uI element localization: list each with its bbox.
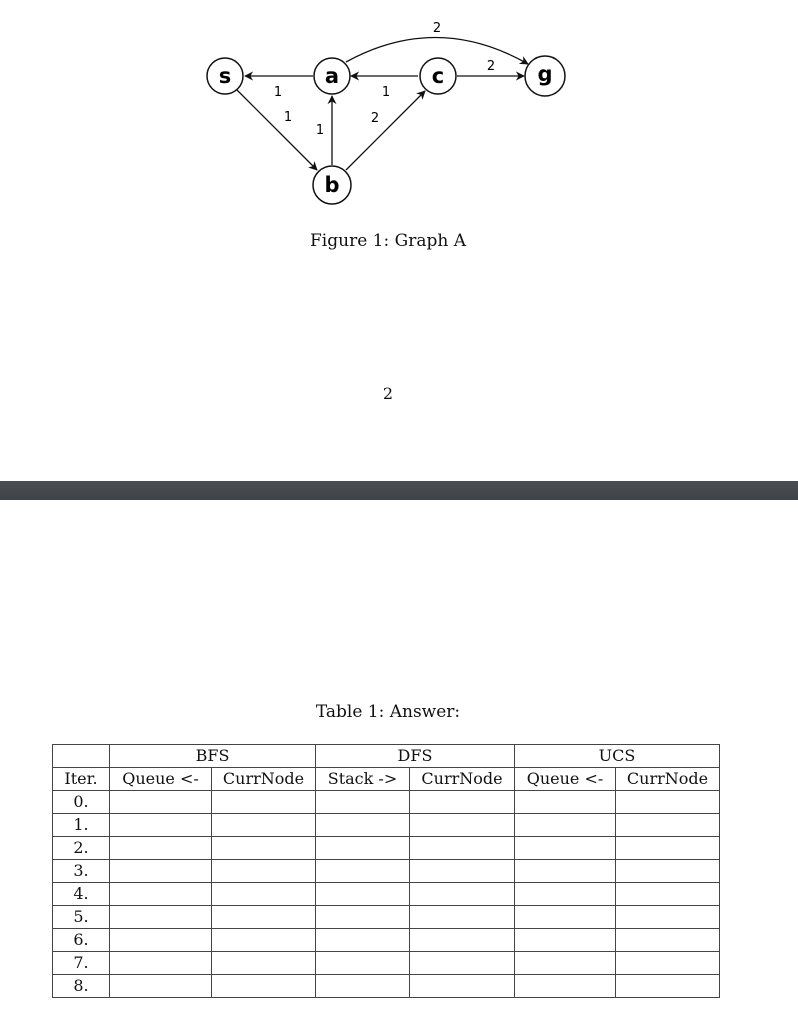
node-s-label: s (218, 64, 232, 88)
node-b-label: b (324, 173, 340, 197)
column-header-bfs-currnode: CurrNode (212, 768, 316, 791)
answer-cell (212, 929, 316, 952)
group-header-dfs: DFS (316, 745, 515, 768)
answer-cell (110, 975, 212, 998)
table-column-header-row (53, 768, 720, 791)
figure-caption: Figure 1: Graph A (310, 231, 466, 251)
answer-cell (212, 791, 316, 814)
page-divider (0, 481, 798, 500)
column-header-ucs-currnode: CurrNode (616, 768, 720, 791)
group-header-bfs: BFS (110, 745, 316, 768)
answer-cell (616, 791, 720, 814)
answer-cell (316, 975, 410, 998)
answer-cell (212, 952, 316, 975)
edge-weight-c-a: 1 (381, 85, 391, 100)
answer-cell (110, 860, 212, 883)
node-c (420, 58, 456, 94)
answer-cell (410, 952, 515, 975)
table-row (53, 791, 720, 814)
graph-a-diagram (0, 0, 798, 230)
node-b (313, 166, 351, 204)
column-header-dfs-currnode: CurrNode (410, 768, 515, 791)
answer-cell (515, 791, 616, 814)
table-body (53, 791, 720, 998)
answer-cell (110, 906, 212, 929)
answer-cell (515, 837, 616, 860)
answer-cell (515, 929, 616, 952)
edge-weight-a-g: 2 (432, 21, 442, 36)
answer-cell (410, 791, 515, 814)
edge-s-b (237, 90, 317, 170)
node-g-label: g (537, 62, 553, 86)
answer-cell (110, 837, 212, 860)
table-corner-cell (53, 745, 110, 768)
answer-cell (410, 906, 515, 929)
node-g (525, 56, 565, 96)
answer-cell (515, 906, 616, 929)
node-a-label: a (324, 64, 340, 88)
answer-cell (616, 952, 720, 975)
answer-cell (410, 883, 515, 906)
answer-cell (616, 883, 720, 906)
edge-b-c (346, 91, 425, 170)
answer-cell (515, 883, 616, 906)
answer-cell (616, 975, 720, 998)
iter-label: 1. (53, 814, 110, 837)
answer-cell (316, 837, 410, 860)
answer-cell (316, 860, 410, 883)
iter-label: 0. (53, 791, 110, 814)
table-row (53, 814, 720, 837)
group-header-ucs: UCS (515, 745, 720, 768)
edge-weight-b-c: 2 (370, 111, 380, 126)
answer-cell (212, 837, 316, 860)
iter-label: 5. (53, 906, 110, 929)
answer-cell (616, 837, 720, 860)
iter-label: 4. (53, 883, 110, 906)
table-row (53, 975, 720, 998)
table-row (53, 837, 720, 860)
edge-weight-c-g: 2 (486, 59, 496, 74)
answer-cell (616, 860, 720, 883)
answer-cell (410, 860, 515, 883)
answer-cell (316, 906, 410, 929)
answer-cell (515, 952, 616, 975)
answer-cell (212, 814, 316, 837)
page-number: 2 (382, 384, 394, 403)
answer-cell (316, 952, 410, 975)
answer-cell (616, 906, 720, 929)
edge-weight-a-s: 1 (273, 85, 283, 100)
answer-cell (515, 860, 616, 883)
table-group-header-row (53, 745, 720, 768)
answer-cell (212, 883, 316, 906)
column-header-ucs-queue: Queue <- (515, 768, 616, 791)
answer-cell (212, 860, 316, 883)
answer-table (52, 744, 720, 998)
answer-cell (110, 883, 212, 906)
edge-weight-s-b: 1 (283, 110, 293, 125)
answer-cell (616, 814, 720, 837)
iter-label: 6. (53, 929, 110, 952)
answer-cell (515, 814, 616, 837)
edge-weight-b-a: 1 (315, 123, 325, 138)
table-caption: Table 1: Answer: (315, 702, 461, 722)
node-a (314, 58, 350, 94)
answer-cell (410, 929, 515, 952)
answer-cell (316, 883, 410, 906)
answer-cell (316, 814, 410, 837)
answer-cell (410, 837, 515, 860)
node-c-label: c (431, 64, 445, 88)
answer-cell (212, 975, 316, 998)
iter-label: 3. (53, 860, 110, 883)
answer-cell (316, 791, 410, 814)
answer-cell (110, 814, 212, 837)
table-row (53, 883, 720, 906)
node-s (207, 58, 243, 94)
table-row (53, 860, 720, 883)
answer-cell (110, 929, 212, 952)
answer-cell (110, 791, 212, 814)
column-header-dfs-stack: Stack -> (316, 768, 410, 791)
table-row (53, 906, 720, 929)
answer-cell (212, 906, 316, 929)
page-top (0, 0, 798, 481)
table-row (53, 952, 720, 975)
answer-cell (616, 929, 720, 952)
iter-label: 8. (53, 975, 110, 998)
table-row (53, 929, 720, 952)
iter-label: 7. (53, 952, 110, 975)
answer-cell (410, 814, 515, 837)
column-header-bfs-queue: Queue <- (110, 768, 212, 791)
column-header-iter: Iter. (53, 768, 110, 791)
answer-cell (316, 929, 410, 952)
answer-cell (515, 975, 616, 998)
iter-label: 2. (53, 837, 110, 860)
answer-cell (110, 952, 212, 975)
answer-cell (410, 975, 515, 998)
